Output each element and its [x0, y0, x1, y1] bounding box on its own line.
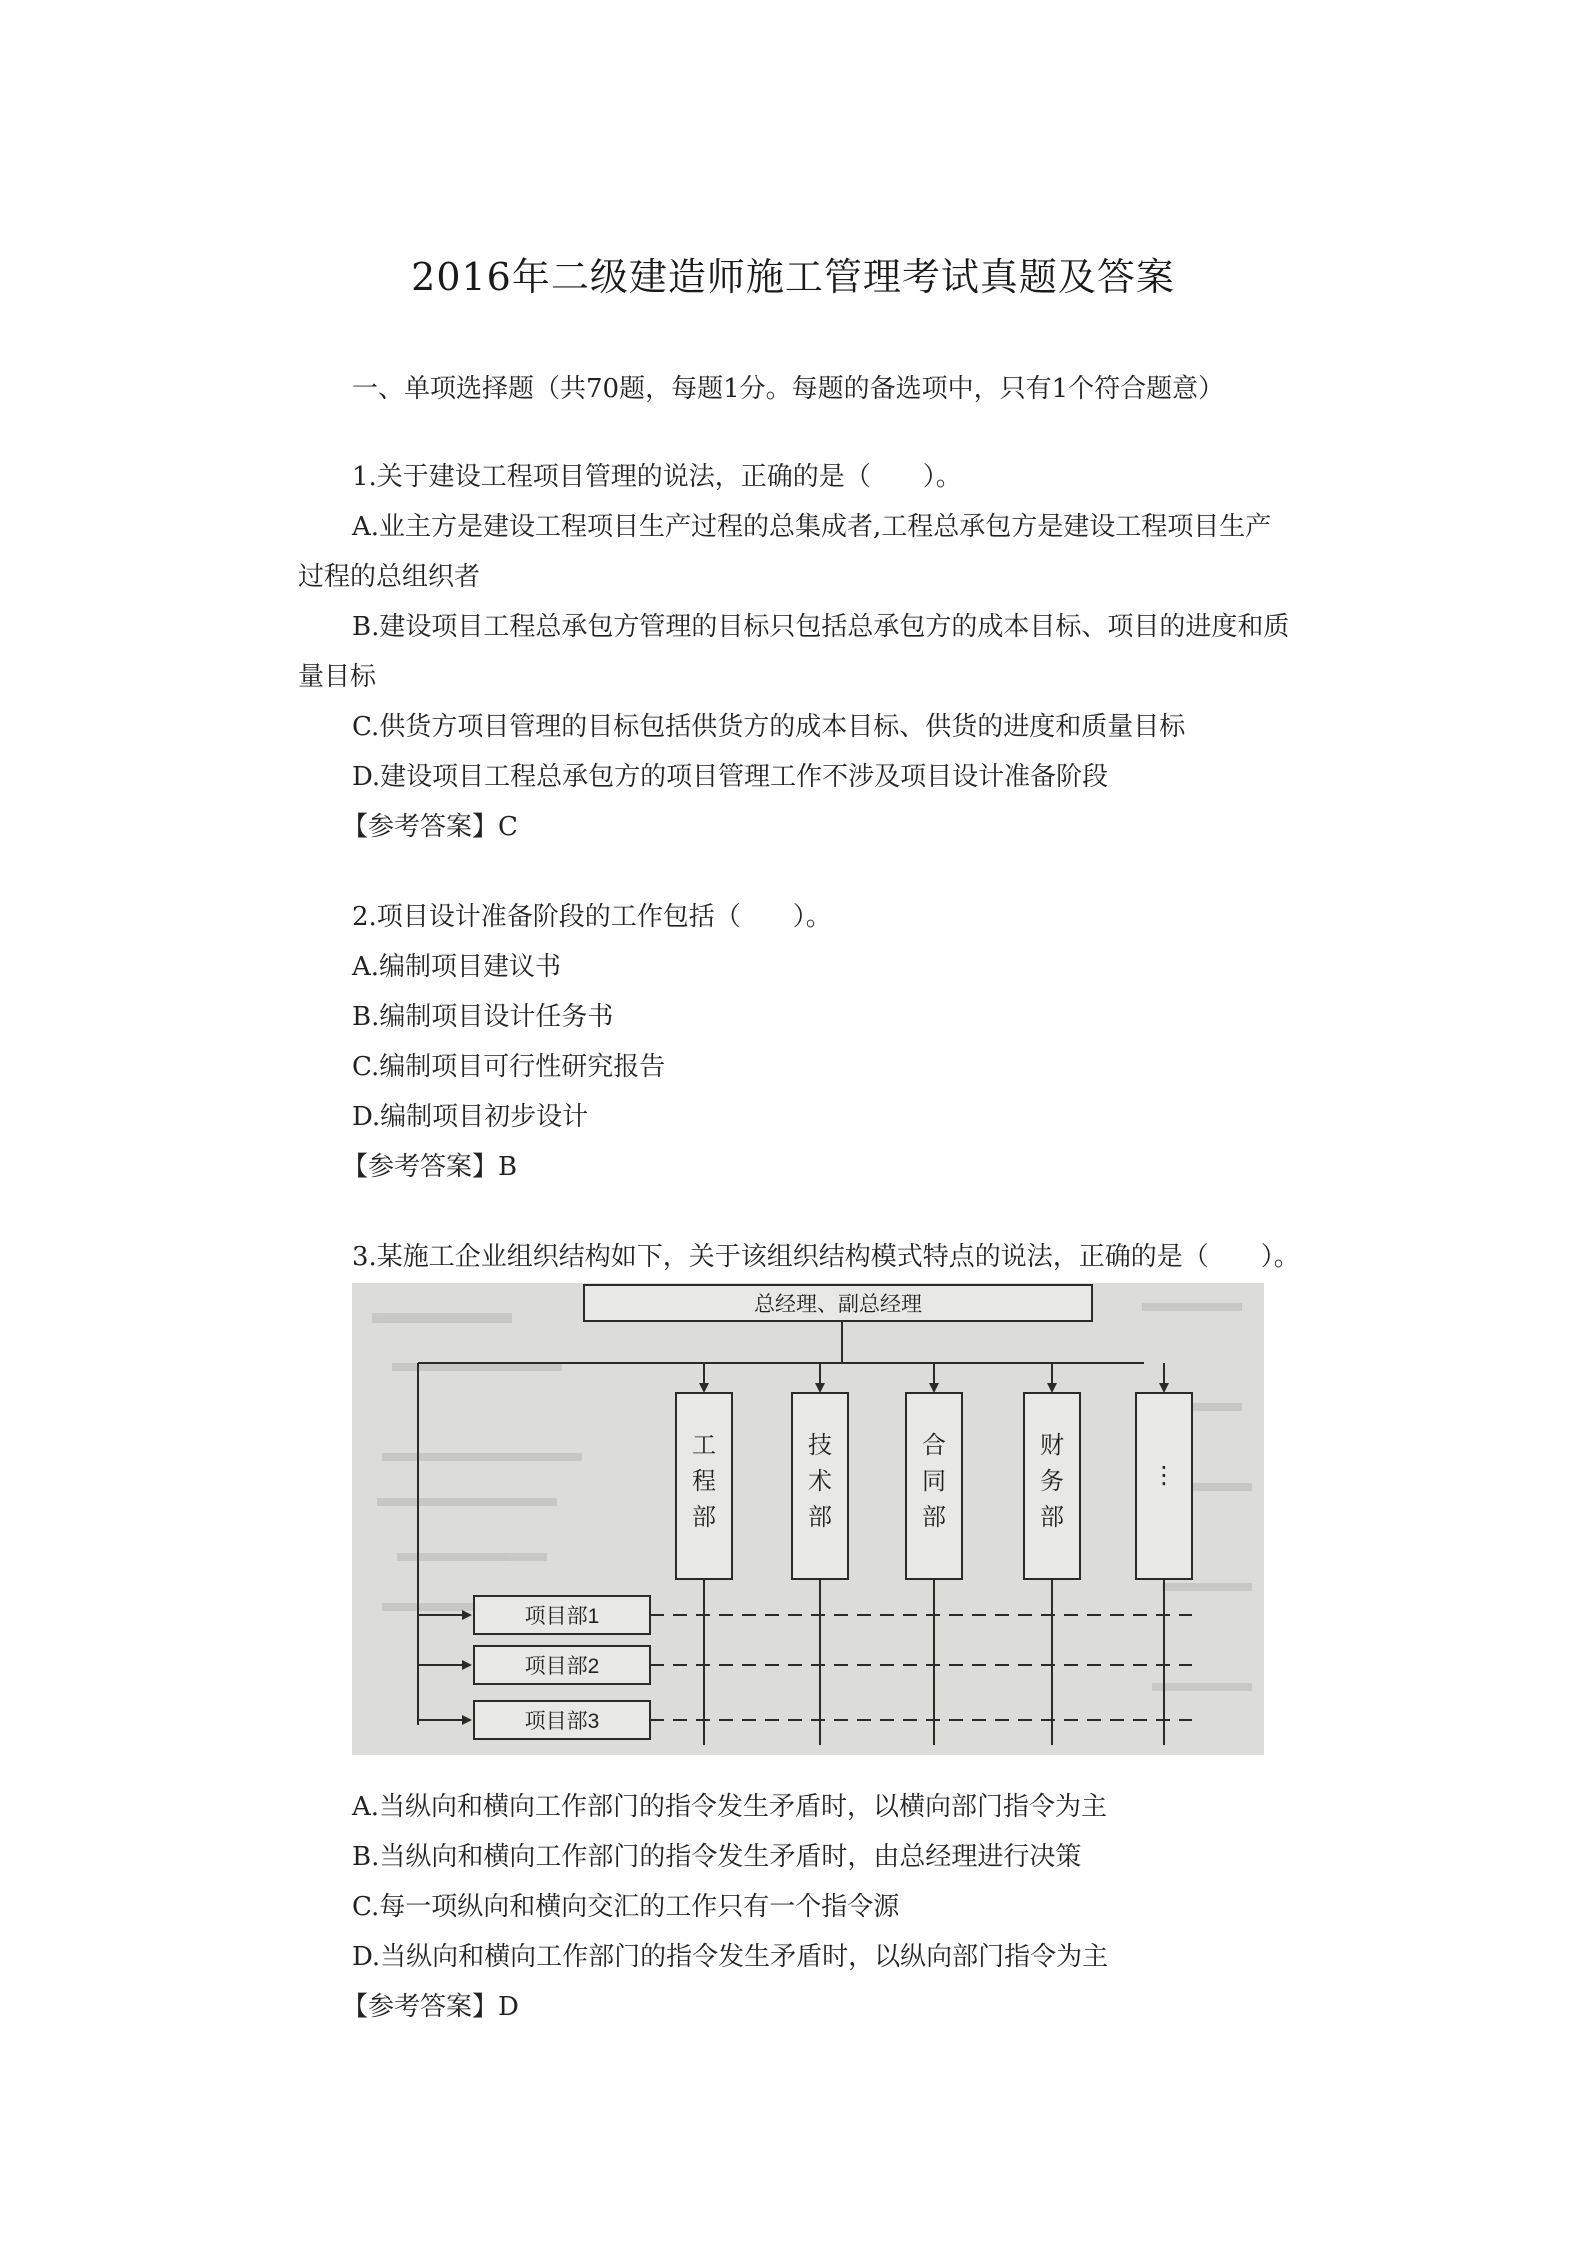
department-label-char: 财 — [1040, 1432, 1064, 1459]
document-title: 2016年二级建造师施工管理考试真题及答案 — [411, 255, 1175, 299]
q3-option-d: D.当纵向和横向工作部门的指令发生矛盾时，以纵向部门指令为主 — [352, 1942, 1109, 1972]
department-label-char: ⋮ — [1152, 1462, 1176, 1489]
q3-option-a: A.当纵向和横向工作部门的指令发生矛盾时，以横向部门指令为主 — [352, 1792, 1108, 1822]
q1-option-a: A.业主方是建设工程项目生产过程的总集成者,工程总承包方是建设工程项目生产 — [352, 512, 1272, 542]
department-label-char: 程 — [692, 1468, 716, 1495]
department-label-char: 术 — [808, 1468, 832, 1495]
q1-option-a-cont: 过程的总组织者 — [298, 562, 481, 592]
q2-stem: 2.项目设计准备阶段的工作包括（ ）。 — [352, 902, 832, 932]
department-label-char: 同 — [922, 1468, 946, 1495]
q1-option-b-cont: 量目标 — [298, 662, 377, 692]
q3-stem: 3.某施工企业组织结构如下，关于该组织结构模式特点的说法，正确的是（ ）。 — [352, 1242, 1300, 1272]
top-management-label: 总经理、副总经理 — [754, 1293, 922, 1316]
department-label-char: 部 — [808, 1504, 832, 1531]
section-heading: 一、单项选择题（共70题，每题1分。每题的备选项中，只有1个符合题意） — [352, 374, 1225, 404]
q2-option-c: C.编制项目可行性研究报告 — [352, 1052, 666, 1082]
department-label-char: 技 — [808, 1432, 832, 1459]
q3-answer: 【参考答案】D — [342, 1992, 519, 2022]
q1-answer: 【参考答案】C — [342, 812, 518, 842]
department-label-char: 工 — [692, 1432, 716, 1459]
department-label-char: 部 — [922, 1504, 946, 1531]
org-structure-figure — [352, 1283, 1264, 1755]
q2-answer: 【参考答案】B — [342, 1152, 518, 1182]
q1-stem: 1.关于建设工程项目管理的说法，正确的是（ ）。 — [352, 462, 962, 492]
department-label-char: 务 — [1040, 1468, 1064, 1495]
q3-option-b: B.当纵向和横向工作部门的指令发生矛盾时，由总经理进行决策 — [352, 1842, 1082, 1872]
project-label: 项目部3 — [524, 1710, 600, 1733]
q1-option-b: B.建设项目工程总承包方管理的目标只包括总承包方的成本目标、项目的进度和质 — [352, 612, 1290, 642]
q3-option-c: C.每一项纵向和横向交汇的工作只有一个指令源 — [352, 1892, 900, 1922]
q1-option-c: C.供货方项目管理的目标包括供货方的成本目标、供货的进度和质量目标 — [352, 712, 1186, 742]
project-label: 项目部2 — [524, 1655, 600, 1678]
department-label-char: 合 — [922, 1432, 946, 1459]
department-label-char: 部 — [692, 1504, 716, 1531]
department-label-char: 部 — [1040, 1504, 1064, 1531]
q2-option-a: A.编制项目建议书 — [352, 952, 562, 982]
q2-option-d: D.编制项目初步设计 — [352, 1102, 589, 1132]
project-label: 项目部1 — [524, 1605, 600, 1628]
q2-option-b: B.编制项目设计任务书 — [352, 1002, 614, 1032]
q1-option-d: D.建设项目工程总承包方的项目管理工作不涉及项目设计准备阶段 — [352, 762, 1109, 792]
